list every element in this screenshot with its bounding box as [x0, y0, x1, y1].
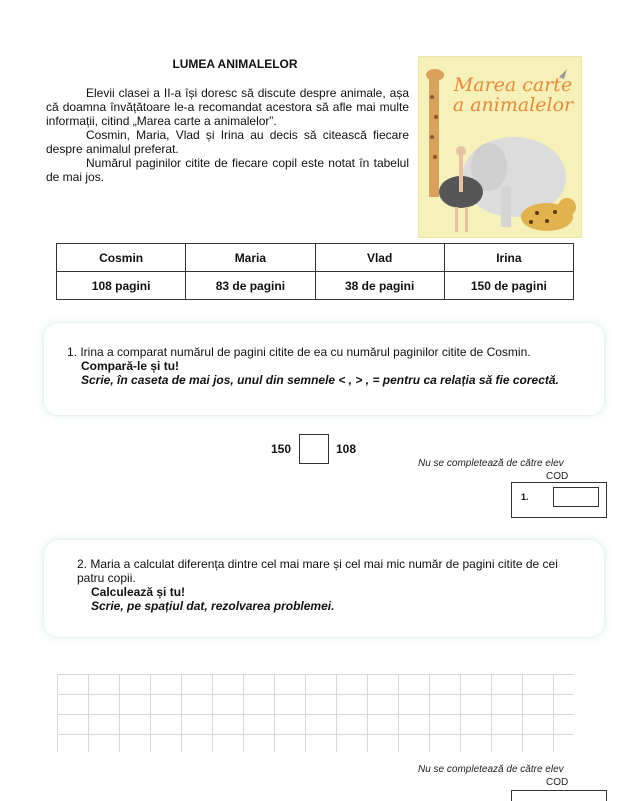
- book-cover-title: Marea carte a animalelor: [452, 74, 574, 116]
- cod-score-field: [553, 487, 599, 507]
- table-header-cell: Irina: [444, 244, 573, 272]
- table-header-row: [57, 244, 574, 272]
- comparison-answer-box[interactable]: [299, 434, 329, 464]
- cod-box-2: [511, 790, 607, 801]
- book-cover-image: [418, 56, 582, 238]
- answer-grid-area[interactable]: [57, 674, 574, 752]
- compare-left-number: 150: [271, 442, 292, 456]
- table-row: [57, 272, 574, 300]
- grading-note-2: Nu se completează de către elev: [418, 764, 564, 775]
- pages-table: [56, 243, 574, 300]
- table-header-cell: Maria: [186, 244, 315, 272]
- question-2: [77, 557, 577, 613]
- cod-item-number: 1.: [521, 492, 529, 502]
- table-cell: 38 de pagini: [315, 272, 444, 300]
- table-header-cell: Vlad: [315, 244, 444, 272]
- question-1-text: 1. Irina a comparat numărul de pagini citite de ea cu numărul paginilor citite de Cosmin.: [67, 345, 531, 359]
- question-2-instruction: Scrie, pe spațiul dat, rezolvarea problemei.: [91, 599, 335, 613]
- table-cell: 83 de pagini: [186, 272, 315, 300]
- intro-text: [46, 86, 409, 184]
- intro-paragraph-2: Cosmin, Maria, Vlad și Irina au decis să citească fiecare despre animalul preferat.: [46, 128, 409, 156]
- question-1-instruction: Scrie, în caseta de mai jos, unul din semnele < , > , = pentru ca relația să fie corectă.: [81, 373, 559, 387]
- table-header-cell: Cosmin: [57, 244, 186, 272]
- compare-right-number: 108: [336, 442, 357, 456]
- question-2-text: 2. Maria a calculat diferența dintre cel mai mare și cel mai mic număr de pagini citite de cei patru copii.: [77, 557, 558, 585]
- question-2-action: Calculează și tu!: [91, 585, 186, 599]
- grading-note-1: Nu se completează de către elev: [418, 458, 564, 469]
- intro-paragraph-1: Elevii clasei a II-a își doresc să discute despre animale, așa că doamna învățătoare le-a recomandat acestora să afle mai multe informații, citind „Marea carte a animalelor”.: [46, 86, 409, 128]
- table-cell: 108 pagini: [57, 272, 186, 300]
- question-1: [67, 345, 587, 387]
- intro-paragraph-3: Numărul paginilor citite de fiecare copil este notat în tabelul de mai jos.: [46, 156, 409, 184]
- cod-box-1: [511, 482, 607, 518]
- question-1-action: Compară-le și tu!: [81, 359, 180, 373]
- page-title: LUMEA ANIMALELOR: [172, 57, 298, 71]
- cod-label-1: COD: [546, 471, 569, 482]
- cod-label-2: COD: [546, 777, 569, 788]
- table-cell: 150 de pagini: [444, 272, 573, 300]
